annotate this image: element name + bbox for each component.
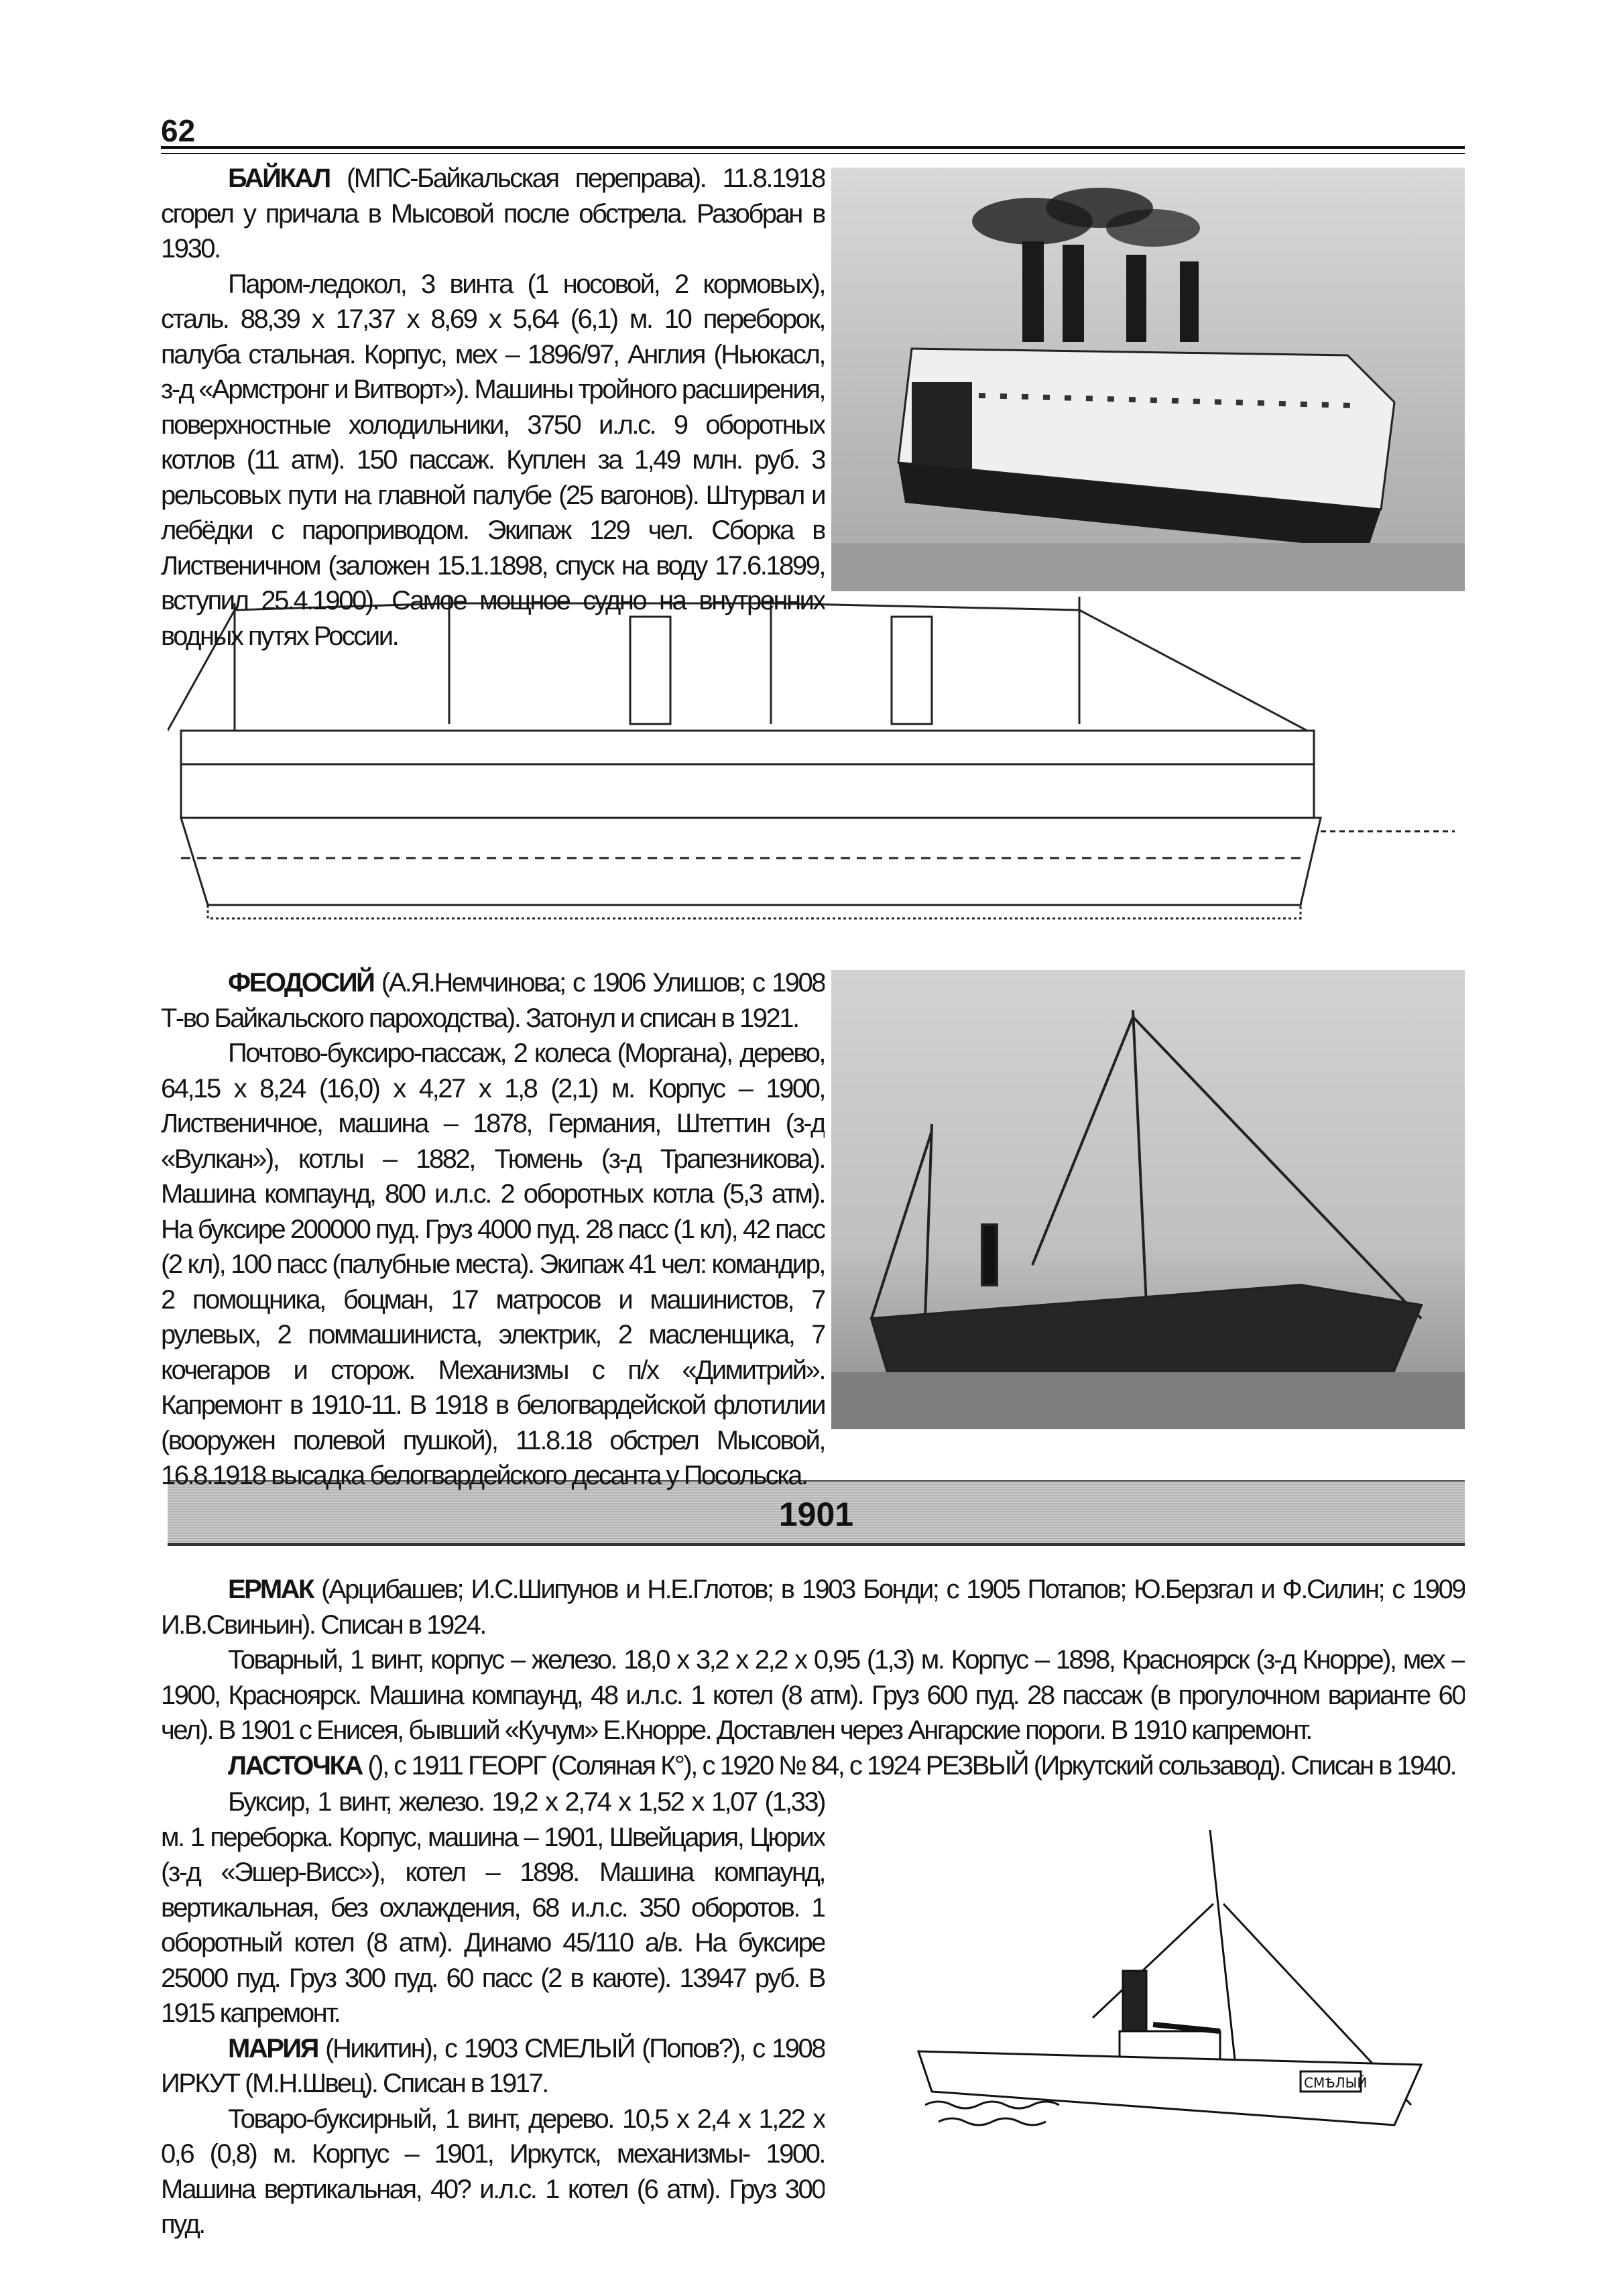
ship-name-rezvyy: РЕЗВЫЙ [925, 1750, 1028, 1780]
ermak-history: (Арцибашев; И.С.Шипунов и Н.Е.Глотов; в 1903 Бонди; с 1905 Потапов; Ю.Берзгал и Ф.Силин; с 1909 И.В.Свиньин). Списан в 1924. [161, 1575, 1465, 1640]
page-number: 62 [161, 113, 196, 148]
mariya-specs: Товаро-буксирный, 1 винт, дерево. 10,5 х 2,4 х 1,22 х 0,6 (0,8) м. Корпус – 1901, Иркутск, механизмы- 1900. Машина вертикальная, 40? и.л.с. 1 котел (6 атм). Груз 300 пуд. [161, 2104, 825, 2239]
feodosiy-specs: Почтово-буксиро-пассаж, 2 колеса (Моргана), дерево, 64,15 х 8,24 (16,0) х 4,27 х 1,8 (2,1) м. Корпус – 1900, Лиственичное, машина – 1878, Германия, Штеттин (з-д «Вулкан»), котлы – 1882, Тюмень (з-д Трапезникова). Машина компаунд, 800 и.л.с. 2 оборотных котла (5,3 атм). На буксире 200000 пуд. Груз 4000 пуд. 28 пасс (1 кл), 42 пасс (2 кл), 100 пасс (палубные места). Экипаж 41 чел: командир, 2 помощника, боцман, 17 матросов и машинистов, 7 рулевых, 2 поммашиниста, электрик, 2 масленщика, 7 кочегаров и сторож. Механизмы с п/х «Димитрий». Капремонт в 1910-11. В 1918 в белогвардейской флотилии (вооружен полевой пушкой), 11.8.18 обстрел Мысовой, 16.8.1918 высадка белогвардейского десанта у Посольска. [161, 1038, 825, 1490]
mariya-history: (Никитин), с 1903 СМЕЛЫЙ (Попов?), с 1908 ИРКУТ (М.Н.Швец). Списан в 1917. [161, 2033, 825, 2098]
lastochka-history: ЛАСТОЧКА (), с 1911 ГЕОРГ (Соляная К°), с 1920 № 84, с 1924 РЕЗВЫЙ (Иркутский сользавод). Списан в 1940. [228, 1750, 1456, 1780]
baikal-history: (МПС-Байкальская переправа). 11.8.1918 сгорел у причала в Мысовой после обстрела. Разобран в 1930. [161, 164, 825, 263]
feodosiy-history: (А.Я.Немчинова; с 1906 Улишов; с 1908 Т-во Байкальского пароходства). Затонул и списан в 1921. [161, 968, 825, 1033]
ship-name-feodosiy: ФЕОДОСИЙ [228, 968, 374, 998]
baikal-specs: Паром-ледокол, 3 винта (1 носовой, 2 кормовых), сталь. 88,39 х 17,37 х 8,69 х 5,64 (6,1) м. 10 переборок, палуба стальная. Корпус, мех – 1896/97, Англия (Ньюкасл, з-д «Армстронг и Витворт»). Машины тройного расширения, поверхностные холодильники, 3750 и.л.с. 9 оборотных котлов (11 атм). 150 пассаж. Куплен за 1,49 млн. руб. 3 рельсовых пути на главной палубе (25 вагонов). Штурвал и лебёдки с пароприводом. Экипаж 129 чел. Сборка в Лиственичном (заложен 15.1.1898, спуск на воду 17.6.1899, вступил 25.4.1900). Самое мощное судно на внутренних водных путях России. [161, 269, 825, 651]
ship-name-ermak: ЕРМАК [228, 1575, 313, 1604]
baikal-entry [161, 161, 825, 654]
lastochka-specs: Буксир, 1 винт, железо. 19,2 х 2,74 х 1,52 х 1,07 (1,33) м. 1 переборка. Корпус, машина – 1901, Швейцария, Цюрих (з-д «Эшер-Висс»), котел – 1898. Машина компаунд, вертикальная, без охлаждения, 68 и.л.с. 350 оборотов. 1 оборотный котел (8 атм). Динамо 45/110 а/в. На буксире 25000 пуд. Груз 300 пуд. 60 пасс (2 в каюте). 13947 руб. В 1915 капремонт. [161, 1787, 825, 2028]
drawing-hull-label: СМѢЛЫЙ [1304, 2075, 1368, 2091]
year-label: 1901 [778, 1496, 854, 1533]
ermak-specs: Товарный, 1 винт, корпус – железо. 18,0 х 3,2 х 2,2 х 0,95 (1,3) м. Корпус – 1898, Красноярск (з-д Кнорре), мех – 1900, Красноярск. Машина компаунд, 48 и.л.с. 1 котел (8 атм). Груз 600 пуд. 28 пассаж (в прогулочном варианте 60 чел). В 1901 с Енисея, бывший «Кучум» Е.Кнорре. Доставлен через Ангарские пороги. В 1910 капремонт. [161, 1645, 1465, 1745]
ship-name-mariya: МАРИЯ [228, 2033, 318, 2063]
ship-name-baikal: БАЙКАЛ [228, 164, 330, 193]
feodosiy-photo [831, 970, 1465, 1429]
header-rule [161, 146, 1465, 154]
ermak-entry [161, 1572, 1465, 1783]
ship-name-lastochka: ЛАСТОЧКА [228, 1750, 362, 1780]
lastochka-mariya-entries [161, 1785, 825, 2242]
smelyy-drawing [871, 1810, 1475, 2132]
feodosiy-entry [161, 965, 825, 1494]
baikal-photo [831, 168, 1465, 591]
